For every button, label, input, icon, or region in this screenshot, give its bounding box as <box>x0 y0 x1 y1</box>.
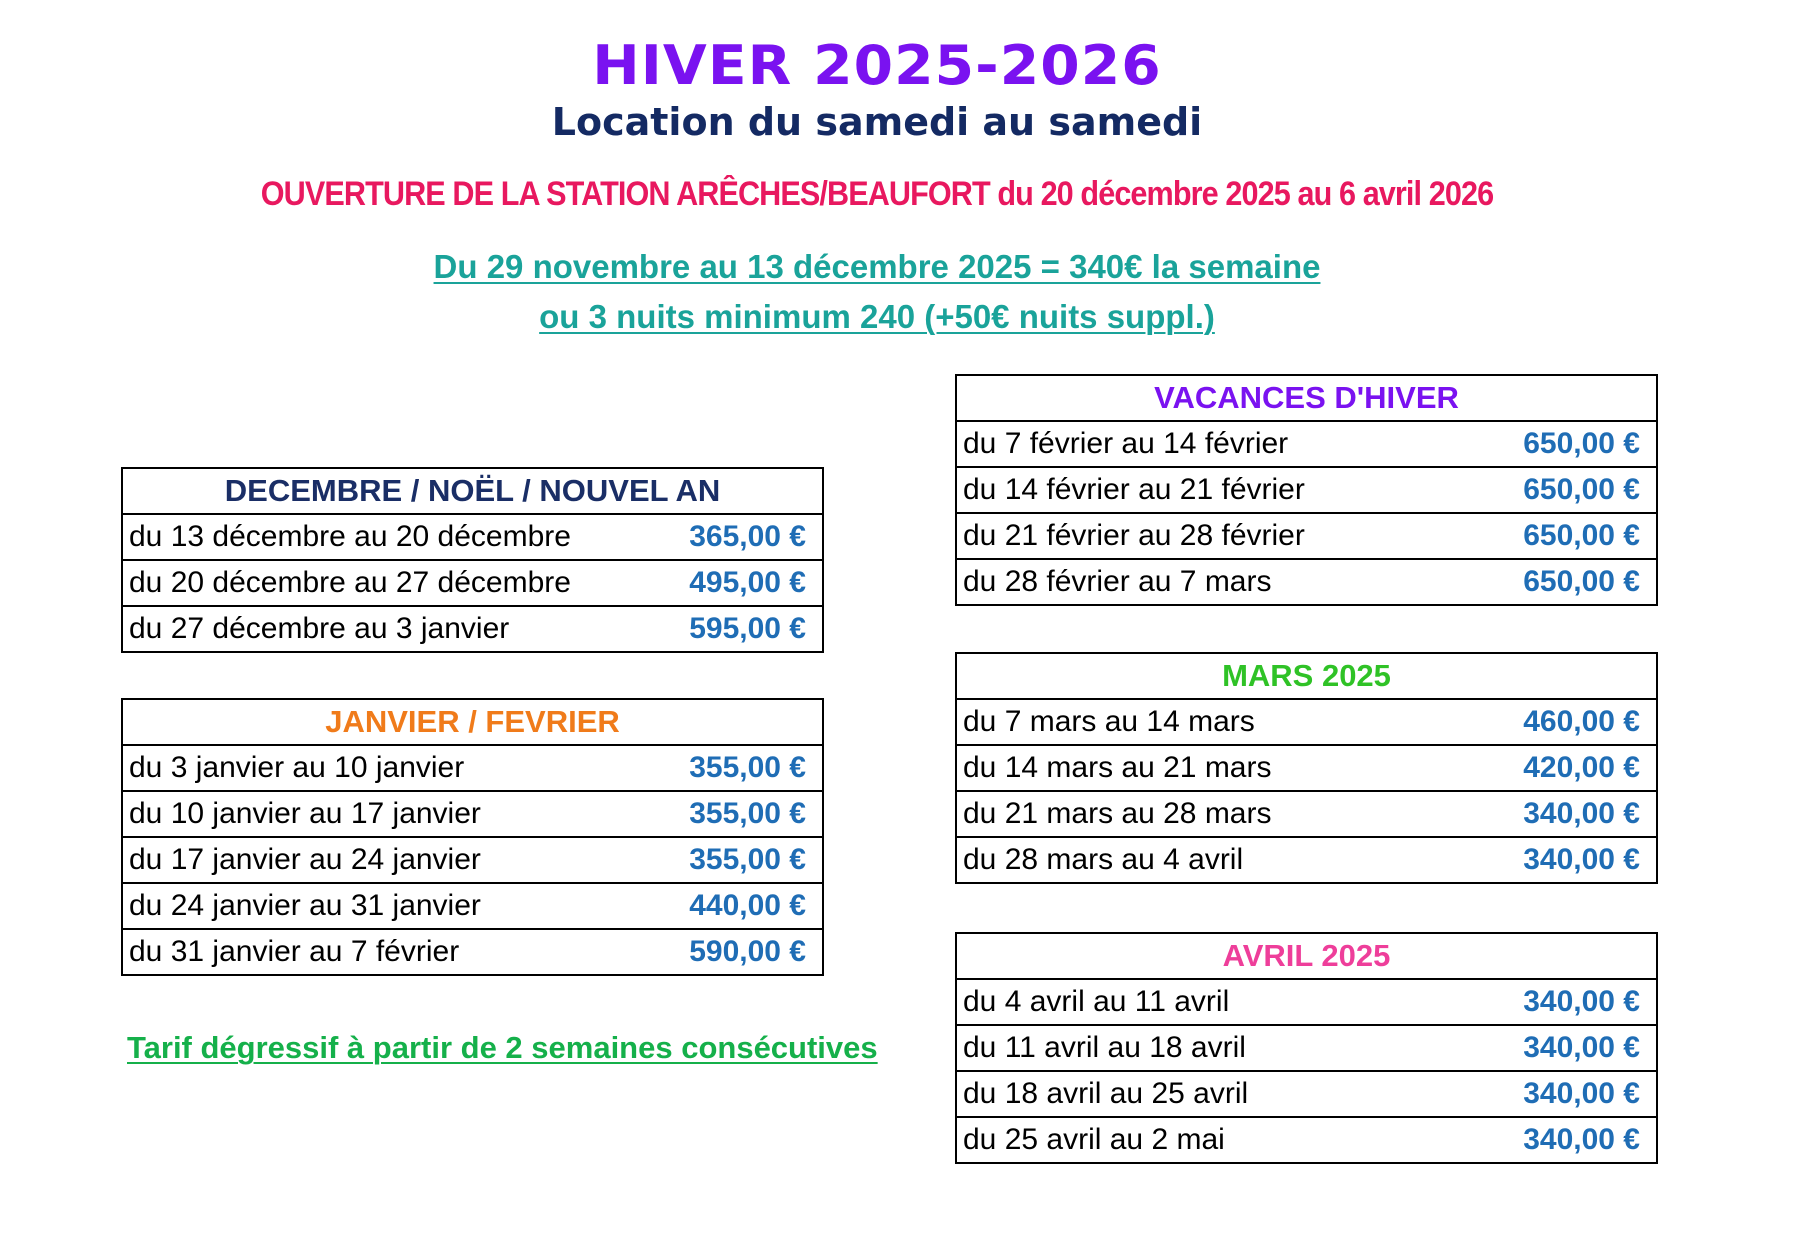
promo-offer-line-1 <box>0 248 1754 286</box>
period-label: du 4 avril au 11 avril <box>956 979 1307 1025</box>
price-value: 595,00 € <box>473 606 824 652</box>
period-label: du 11 avril au 18 avril <box>956 1025 1307 1071</box>
table-header: VACANCES D'HIVER <box>956 375 1657 421</box>
table-header-row <box>956 933 1657 979</box>
table-row <box>956 1025 1657 1071</box>
price-value: 355,00 € <box>473 745 824 791</box>
promo-offer-line-2 <box>0 298 1754 336</box>
table-row <box>956 837 1657 883</box>
table-row <box>956 979 1657 1025</box>
period-label: du 18 avril au 25 avril <box>956 1071 1307 1117</box>
period-label: du 7 mars au 14 mars <box>956 699 1307 745</box>
promo-offer-text-2: ou 3 nuits minimum 240 (+50€ nuits suppl.) <box>539 298 1215 335</box>
price-value: 650,00 € <box>1307 559 1658 605</box>
table-row <box>122 883 823 929</box>
price-value: 460,00 € <box>1307 699 1658 745</box>
price-value: 495,00 € <box>473 560 824 606</box>
period-label: du 13 décembre au 20 décembre <box>122 514 473 560</box>
table-row <box>956 699 1657 745</box>
table-row <box>956 421 1657 467</box>
price-value: 650,00 € <box>1307 421 1658 467</box>
station-opening-notice: OUVERTURE DE LA STATION ARÊCHES/BEAUFORT du 20 décembre 2025 au 6 avril 2026 <box>260 175 1494 213</box>
price-value: 355,00 € <box>473 837 824 883</box>
price-value: 650,00 € <box>1307 513 1658 559</box>
period-label: du 25 avril au 2 mai <box>956 1117 1307 1163</box>
table-avril <box>955 932 1658 1164</box>
table-mars <box>955 652 1658 884</box>
period-label: du 21 février au 28 février <box>956 513 1307 559</box>
table-header: AVRIL 2025 <box>956 933 1657 979</box>
price-value: 340,00 € <box>1307 1025 1658 1071</box>
table-header: DECEMBRE / NOËL / NOUVEL AN <box>122 468 823 514</box>
table-header: JANVIER / FEVRIER <box>122 699 823 745</box>
price-value: 420,00 € <box>1307 745 1658 791</box>
table-row <box>122 837 823 883</box>
period-label: du 7 février au 14 février <box>956 421 1307 467</box>
period-label: du 24 janvier au 31 janvier <box>122 883 473 929</box>
table-row <box>122 929 823 975</box>
price-value: 340,00 € <box>1307 1117 1658 1163</box>
table-vacances-hiver <box>955 374 1658 606</box>
price-value: 340,00 € <box>1307 791 1658 837</box>
period-label: du 20 décembre au 27 décembre <box>122 560 473 606</box>
period-label: du 3 janvier au 10 janvier <box>122 745 473 791</box>
table-row <box>956 791 1657 837</box>
table-header: MARS 2025 <box>956 653 1657 699</box>
period-label: du 28 février au 7 mars <box>956 559 1307 605</box>
table-row <box>956 513 1657 559</box>
period-label: du 31 janvier au 7 février <box>122 929 473 975</box>
price-value: 340,00 € <box>1307 979 1658 1025</box>
period-label: du 10 janvier au 17 janvier <box>122 791 473 837</box>
period-label: du 28 mars au 4 avril <box>956 837 1307 883</box>
table-header-row <box>122 699 823 745</box>
table-row <box>956 1071 1657 1117</box>
table-row <box>956 467 1657 513</box>
price-value: 590,00 € <box>473 929 824 975</box>
price-value: 650,00 € <box>1307 467 1658 513</box>
price-value: 340,00 € <box>1307 837 1658 883</box>
table-row <box>956 559 1657 605</box>
degressive-rate-note: Tarif dégressif à partir de 2 semaines consécutives <box>127 1030 878 1065</box>
table-row <box>122 514 823 560</box>
table-janvier-fevrier <box>121 698 824 976</box>
table-row <box>956 745 1657 791</box>
period-label: du 21 mars au 28 mars <box>956 791 1307 837</box>
table-row <box>122 560 823 606</box>
table-header-row <box>122 468 823 514</box>
table-decembre <box>121 467 824 653</box>
page-title: HIVER 2025-2026 <box>592 34 1162 97</box>
table-row <box>122 745 823 791</box>
price-value: 340,00 € <box>1307 1071 1658 1117</box>
page-subtitle: Location du samedi au samedi <box>551 100 1203 144</box>
price-value: 365,00 € <box>473 514 824 560</box>
table-row <box>122 791 823 837</box>
period-label: du 14 février au 21 février <box>956 467 1307 513</box>
table-header-row <box>956 653 1657 699</box>
table-header-row <box>956 375 1657 421</box>
period-label: du 14 mars au 21 mars <box>956 745 1307 791</box>
period-label: du 27 décembre au 3 janvier <box>122 606 473 652</box>
period-label: du 17 janvier au 24 janvier <box>122 837 473 883</box>
promo-offer-text-1: Du 29 novembre au 13 décembre 2025 = 340€ la semaine <box>433 248 1321 285</box>
price-value: 355,00 € <box>473 791 824 837</box>
table-row <box>956 1117 1657 1163</box>
price-value: 440,00 € <box>473 883 824 929</box>
table-row <box>122 606 823 652</box>
